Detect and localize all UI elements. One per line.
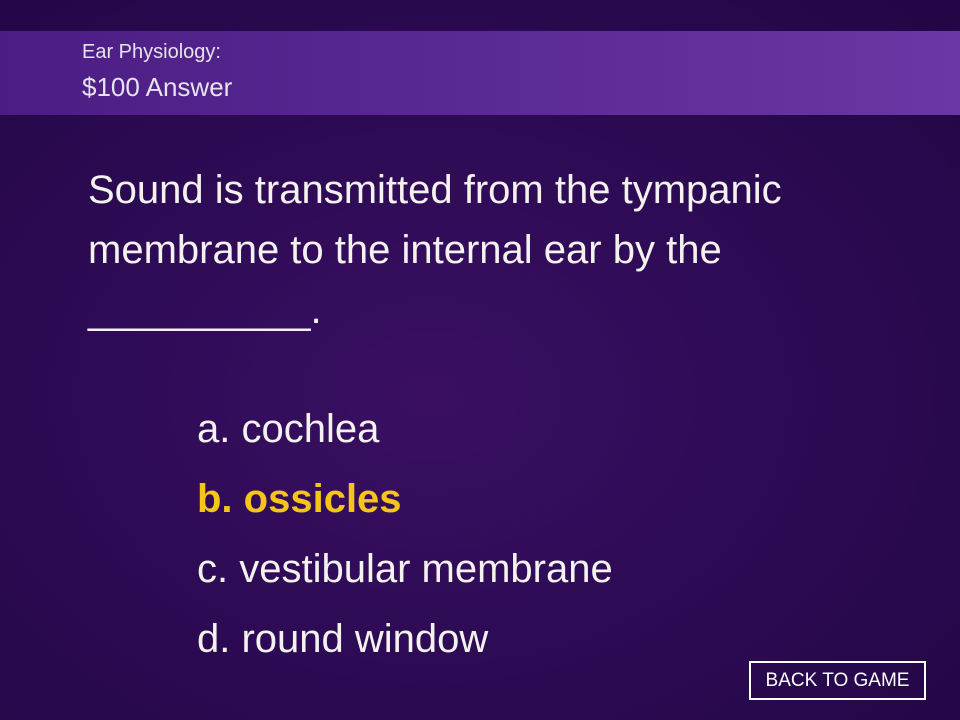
option-c: c. vestibular membrane — [197, 547, 613, 591]
back-to-game-button[interactable]: BACK TO GAME — [749, 661, 926, 700]
value-label: $100 Answer — [82, 72, 233, 102]
answer-options-list — [197, 394, 613, 674]
category-label: Ear Physiology: — [82, 41, 221, 63]
question-text: Sound is transmitted from the tympanic membrane to the internal ear by the __________. — [88, 168, 782, 332]
option-a: a. cochlea — [197, 407, 380, 451]
slide-title — [82, 38, 232, 108]
option-b-correct: b. ossicles — [197, 477, 402, 521]
option-d: d. round window — [197, 617, 489, 661]
